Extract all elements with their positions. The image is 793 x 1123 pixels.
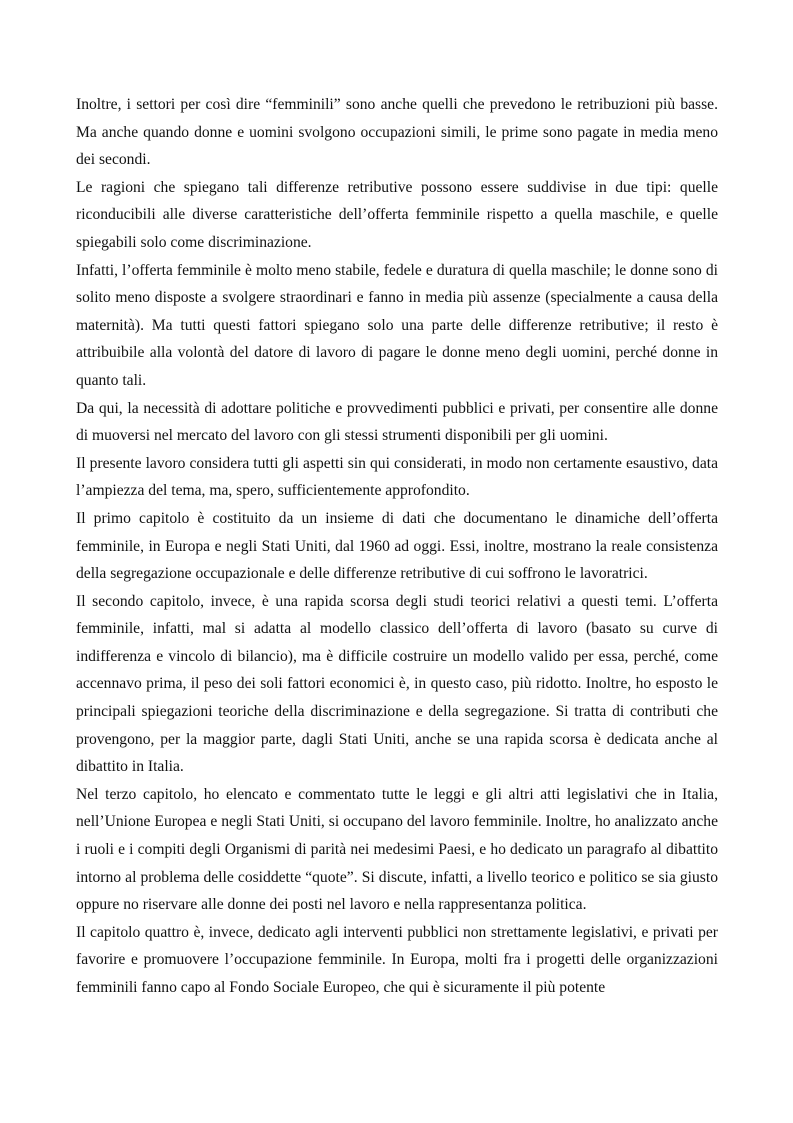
paragraph: Il capitolo quattro è, invece, dedicato agli interventi pubblici non strettamente legislativi, e privati per favorire e promuovere l’occupazione femminile. In Europa, molti fra i progetti delle organizzazioni femminili fanno capo al Fondo Sociale Europeo, che qui è sicuramente il più potente (76, 923, 718, 996)
paragraph: Le ragioni che spiegano tali differenze retributive possono essere suddivise in due tipi: quelle riconducibili alle diverse caratteristiche dell’offerta femminile rispetto a quella maschile, e quelle spiegabili solo come discriminazione. (76, 178, 718, 251)
body-text (76, 91, 718, 1002)
paragraph: Il primo capitolo è costituito da un insieme di dati che documentano le dinamiche dell’offerta femminile, in Europa e negli Stati Uniti, dal 1960 ad oggi. Essi, inoltre, mostrano la reale consistenza della segregazione occupazionale e delle differenze retributive di cui soffrono le lavoratrici. (76, 509, 718, 583)
paragraph: Infatti, l’offerta femminile è molto meno stabile, fedele e duratura di quella maschile; le donne sono di solito meno disposte a svolgere straordinari e fanno in media più assenze (specialmente a causa della maternità). Ma tutti questi fattori spiegano solo una parte delle differenze retributive; il resto è attribuibile alla volontà del datore di lavoro di pagare le donne meno degli uomini, perché donne in quanto tali. (76, 261, 718, 389)
paragraph: Nel terzo capitolo, ho elencato e commentato tutte le leggi e gli altri atti legislativi che in Italia, nell’Unione Europea e negli Stati Uniti, si occupano del lavoro femminile. Inoltre, ho analizzato anche i ruoli e i compiti degli Organismi di parità nei medesimi Paesi, e ho dedicato un paragrafo al dibattito intorno al problema delle cosiddette “quote”. Si discute, infatti, a livello teorico e politico se sia giusto oppure no riservare alle donne dei posti nel lavoro e nella rappresentanza politica. (76, 785, 718, 914)
paragraph: Il secondo capitolo, invece, è una rapida scorsa degli studi teorici relativi a questi temi. L’offerta femminile, infatti, mal si adatta al modello classico dell’offerta di lavoro (basato su curve di indifferenza e vincolo di bilancio), ma è difficile costruire un modello valido per essa, perché, come accennavo prima, il peso dei soli fattori economici è, in questo caso, più ridotto. Inoltre, ho esposto le principali spiegazioni teoriche della discriminazione e della segregazione. Si tratta di contributi che provengono, per la maggior parte, dagli Stati Uniti, anche se una rapida scorsa è dedicata anche al dibattito in Italia. (76, 592, 718, 776)
paragraph: Il presente lavoro considera tutti gli aspetti sin qui considerati, in modo non certamente esaustivo, data l’ampiezza del tema, ma, spero, sufficientemente approfondito. (76, 454, 718, 500)
paragraph: Da qui, la necessità di adottare politiche e provvedimenti pubblici e privati, per consentire alle donne di muoversi nel mercato del lavoro con gli stessi strumenti disponibili per gli uomini. (76, 399, 718, 445)
paragraph: Inoltre, i settori per così dire “femminili” sono anche quelli che prevedono le retribuzioni più basse. Ma anche quando donne e uomini svolgono occupazioni simili, le prime sono pagate in media meno dei secondi. (76, 96, 718, 169)
